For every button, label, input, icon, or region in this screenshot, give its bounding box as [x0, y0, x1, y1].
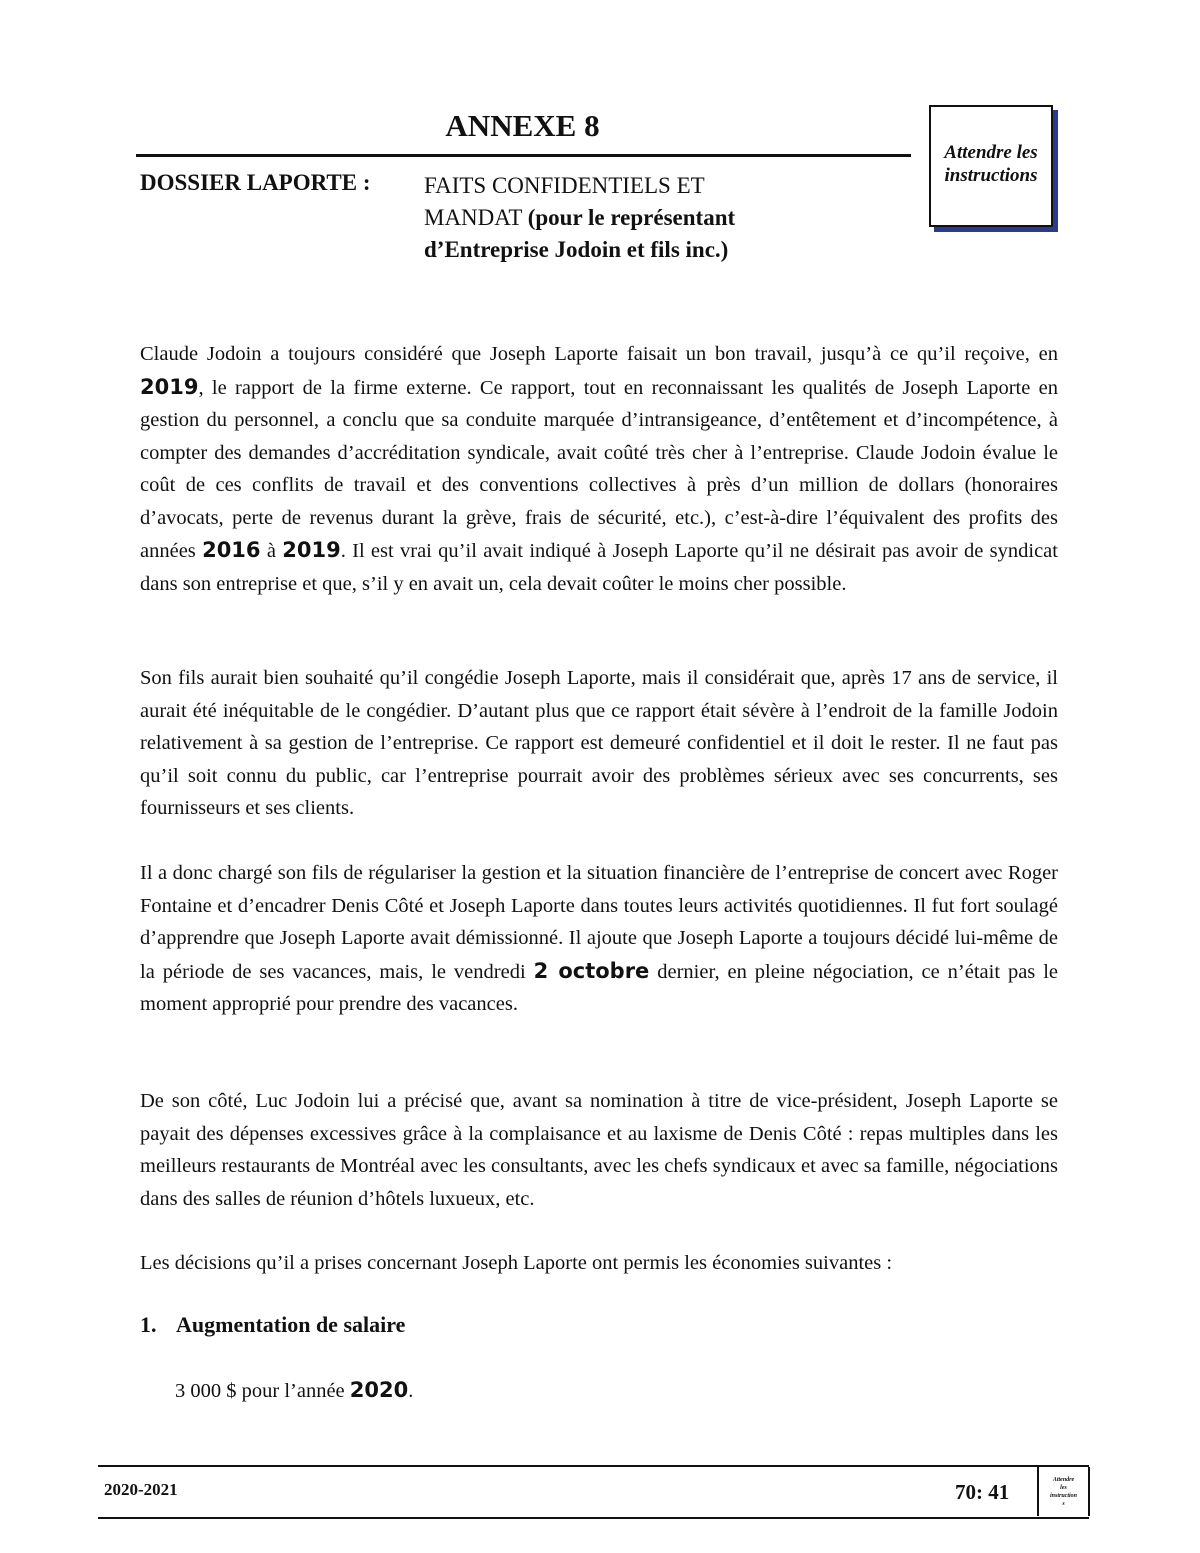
footer-divider-top — [98, 1465, 1089, 1467]
paragraph-1 — [140, 338, 1058, 600]
paragraph-3 — [140, 857, 1058, 1021]
p3-text-a: Il a donc chargé son fils de régulariser la gestion et la situation financière de l’entreprise de concert avec Roger Fontaine et d’encadrer Denis Côté et Joseph Laporte dans toutes leurs activités quotidiennes. Il fut fort soulagé d’apprendre que Joseph Laporte avait démissionné. Il ajoute que Joseph Laporte a toujours décidé lui-même de la période de ses vacances, mais, le vendredi — [140, 862, 1058, 983]
paragraph-4: De son côté, Luc Jodoin lui a précisé que, avant sa nomination à titre de vice-président, Joseph Laporte se payait des dépenses excessives grâce à la complaisance et au laxisme de Denis Côté : repas multiples dans les meilleurs restaurants de Montréal avec les consultants, avec les chefs syndicaux et avec sa famille, négociations dans des salles de réunion d’hôtels luxueux, etc. — [140, 1090, 1058, 1210]
footer-mini-line1: Attendre — [1052, 1477, 1075, 1483]
instructions-box — [929, 105, 1053, 227]
p1-text-d: . Il est vrai qu’il avait indiqué à Joseph Laporte qu’il ne désirait pas avoir de syndicat dans son entreprise et que, s’il y en avait un, cela devait coûter le moins cher possible. — [140, 540, 1058, 595]
dossier-title-line2: MANDAT (pour le représentant — [424, 205, 736, 230]
p1-text-c: à — [260, 540, 283, 562]
footer-mini-line3: instruction — [1049, 1493, 1077, 1499]
section-number: 1. — [140, 1312, 157, 1337]
dossier-title-line1: FAITS CONFIDENTIELS ET — [424, 173, 705, 198]
dossier-title — [424, 170, 735, 266]
p3-text-b: dernier, en pleine négociation, ce n’était pas le moment approprié pour prendre des vacances. — [140, 960, 1059, 1015]
paragraph-2: Son fils aurait bien souhaité qu’il congédie Joseph Laporte, mais il considérait que, après 17 ans de service, il aurait été inéquitable de le congédier. D’autant plus que ce rapport était sévère à l’endroit de la famille Jodoin relativement à sa gestion de l’entreprise. Ce rapport est demeuré confidentiel et il doit le rester. Il ne faut pas qu’il soit connu du public, car l’entreprise pourrait avoir des problèmes sérieux avec ses concurrents, ses fournisseurs et ses clients. — [140, 667, 1058, 819]
p1-text-a: Claude Jodoin a toujours considéré que Joseph Laporte faisait un bon travail, jusqu’à ce qu’il reçoive, en — [140, 343, 1058, 365]
amount-text: 3 000 $ pour l’année — [175, 1380, 350, 1402]
footer-divider-bottom — [98, 1517, 1089, 1519]
instructions-line1: Attendre les — [944, 142, 1038, 163]
amount-line — [175, 1374, 413, 1407]
p3-date: 2 octobre — [533, 958, 650, 983]
page-title: ANNEXE 8 — [445, 108, 600, 143]
title-divider — [136, 154, 911, 157]
footer-page-number: 70: 41 — [955, 1480, 1010, 1504]
footer-mini-line4: s — [1062, 1501, 1065, 1507]
p1-year: 2019 — [140, 374, 199, 399]
p1-year-from: 2016 — [202, 538, 261, 562]
amount-year: 2020 — [349, 1378, 409, 1402]
section-title: Augmentation de salaire — [176, 1312, 406, 1337]
amount-end: . — [408, 1380, 414, 1402]
paragraph-5: Les décisions qu’il a prises concernant Joseph Laporte ont permis les économies suivantes : — [140, 1252, 893, 1274]
footer-instructions-text — [1039, 1467, 1088, 1508]
instructions-line2: instructions — [944, 165, 1038, 186]
section-heading — [140, 1312, 405, 1338]
footer-instructions-box — [1037, 1467, 1090, 1516]
dossier-label: DOSSIER LAPORTE : — [140, 170, 371, 195]
p1-text-b: , le rapport de la firme externe. Ce rapport, tout en reconnaissant les qualités de Joseph Laporte en gestion du personnel, a conclu que sa conduite marquée d’intransigeance, d’entêtement et d’incompétence, à compter des demandes d’accréditation syndicale, avait coûté très cher à l’entreprise. Claude Jodoin évalue le coût de ces conflits de travail et des conventions collectives à près d’un million de dollars (honoraires d’avocats, perte de revenus durant la grève, frais de sécurité, etc.), c’est-à-dire l’équivalent des profits des années — [140, 376, 1058, 562]
p1-year-to: 2019 — [282, 538, 341, 562]
footer-year: 2020-2021 — [104, 1480, 178, 1499]
footer-mini-line2: les — [1060, 1485, 1067, 1491]
instructions-text — [931, 107, 1051, 187]
dossier-title-line3: d’Entreprise Jodoin et fils inc.) — [424, 237, 729, 262]
